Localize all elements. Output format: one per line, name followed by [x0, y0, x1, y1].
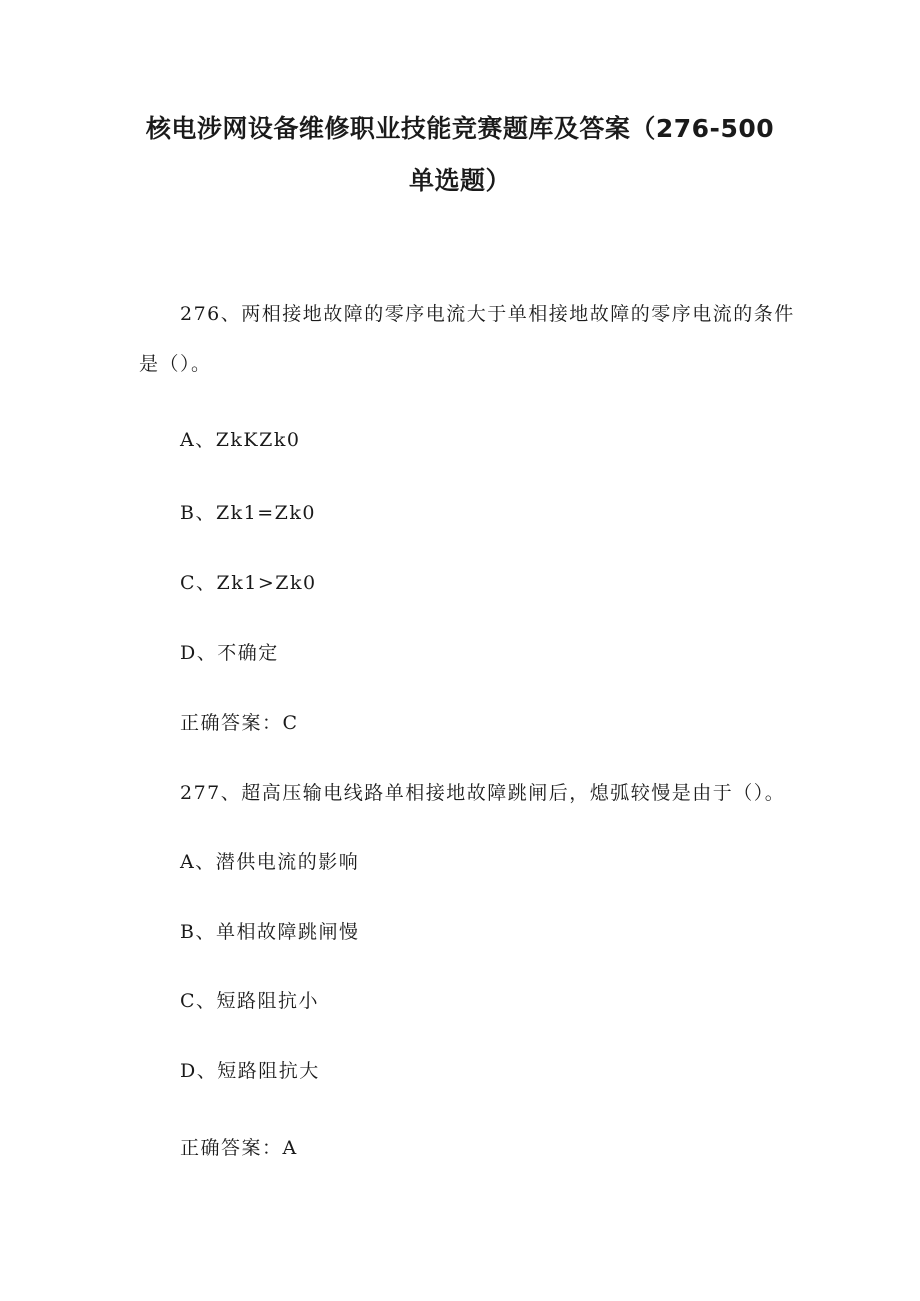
question-276-option-b: B、Zk1=Zk0 [180, 502, 316, 524]
question-277-option-a: A、潜供电流的影响 [180, 851, 360, 873]
question-276-text: 276、两相接地故障的零序电流大于单相接地故障的零序电流的条件 [180, 303, 795, 325]
question-276-option-d: D、不确定 [180, 642, 279, 664]
document-title-line1: 核电涉网设备维修职业技能竞赛题库及答案（276-500 [145, 114, 775, 143]
question-277-option-c: C、短路阻抗小 [180, 990, 320, 1012]
question-277-option-d: D、短路阻抗大 [180, 1060, 320, 1082]
document-title-line2: 单选题） [408, 166, 511, 195]
question-276-text-cont: 是（）。 [139, 353, 212, 375]
question-276-answer: 正确答案：C [180, 712, 299, 734]
question-277-text: 277、超高压输电线路单相接地故障跳闸后，熄弧较慢是由于（）。 [180, 782, 786, 804]
question-277-answer: 正确答案：A [180, 1137, 298, 1159]
question-276-option-c: C、Zk1>Zk0 [180, 572, 317, 594]
question-277-option-b: B、单相故障跳闸慢 [180, 921, 360, 943]
question-276-option-a: A、ZkKZk0 [180, 429, 301, 451]
